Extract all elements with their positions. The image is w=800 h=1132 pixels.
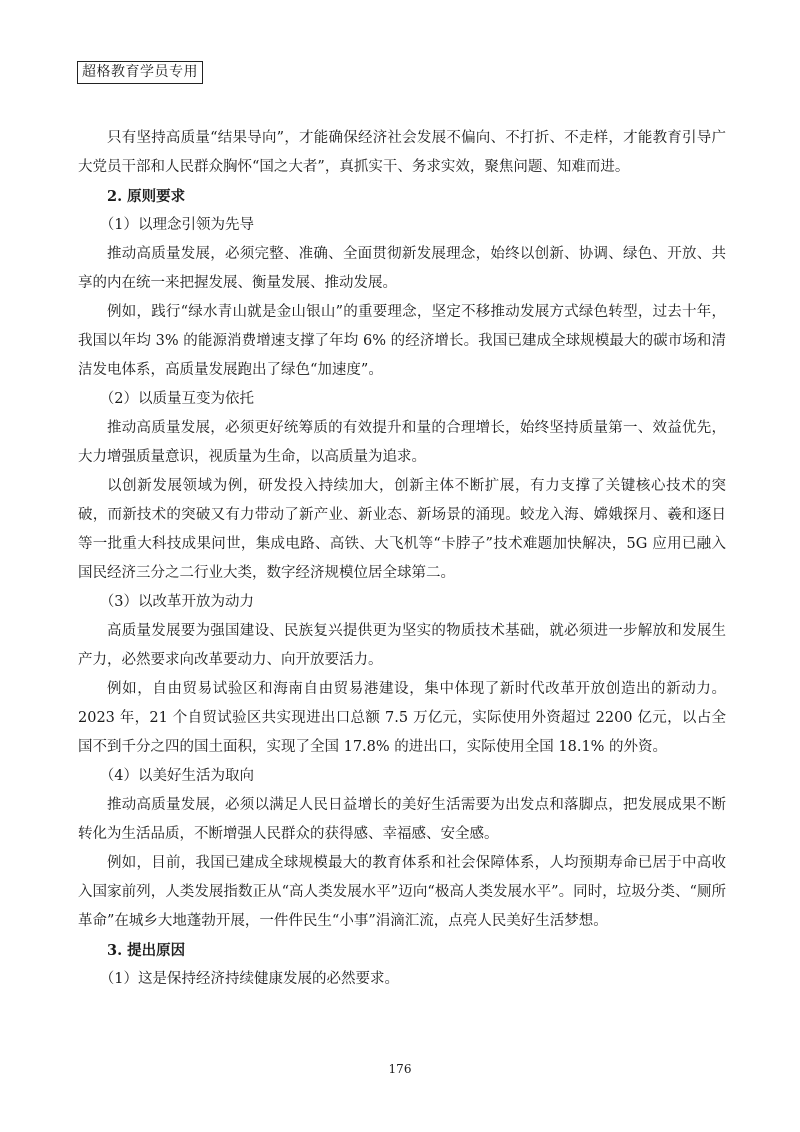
paragraph: 高质量发展要为强国建设、民族复兴提供更为坚实的物质技术基础，就必须进一步解放和发展生产力，必然要求向改革要动力、向开放要活力。 [78, 623, 726, 668]
paragraph: 只有坚持高质量“结果导向”，才能确保经济社会发展不偏向、不打折、不走样，才能教育引导广大党员干部和人民群众胸怀“国之大者”，真抓实干、务求实效，聚焦问题、知难而进。 [78, 130, 726, 175]
section-heading: 3. 提出原因 [107, 942, 186, 959]
subsection-heading: （2）以质量互变为依托 [99, 391, 254, 407]
paragraph: 例如，目前，我国已建成全球规模最大的教育体系和社会保障体系，人均预期寿命已居于中高收入国家前列，人类发展指数正从“高人类发展水平”迈向“极高人类发展水平”。同时，垃圾分类、“厕所革命”在城乡大地蓬勃开展，一件件民生“小事”涓滴汇流，点亮人民美好生活梦想。 [78, 855, 726, 929]
stamp-label: 超格教育学员专用 [77, 61, 203, 84]
paragraph: 例如，践行“绿水青山就是金山银山”的重要理念，坚定不移推动发展方式绿色转型，过去十年，我国以年均 3% 的能源消费增速支撑了年均 6% 的经济增长。我国已建成全球规模最大的碳市场和清洁发电体系，高质量发展跑出了绿色“加速度”。 [78, 304, 726, 378]
paragraph: 例如，自由贸易试验区和海南自由贸易港建设，集中体现了新时代改革开放创造出的新动力。2023 年，21 个自贸试验区共实现进出口总额 7.5 万亿元，实际使用外资超过 2200 亿元，以占全国不到千分之四的国土面积，实现了全国 17.8% 的进出口，实际使用全国 18.1% 的外资。 [78, 681, 726, 755]
paragraph: 推动高质量发展，必须更好统筹质的有效提升和量的合理增长，始终坚持质量第一、效益优先，大力增强质量意识，视质量为生命，以高质量为追求。 [78, 420, 726, 465]
subsection-heading: （3）以改革开放为动力 [99, 594, 254, 610]
subsection-heading: （4）以美好生活为取向 [99, 768, 254, 784]
section-heading: 2. 原则要求 [107, 188, 186, 205]
document-body [78, 124, 726, 994]
paragraph: 以创新发展领域为例，研发投入持续加大，创新主体不断扩展，有力支撑了关键核心技术的突破，而新技术的突破又有力带动了新产业、新业态、新场景的涌现。蛟龙入海、嫦娥探月、羲和逐日等一批重大科技成果问世，集成电路、高铁、大飞机等“卡脖子”技术难题加快解决，5G 应用已融入国民经济三分之二行业大类，数字经济规模位居全球第二。 [78, 478, 726, 581]
paragraph: 推动高质量发展，必须完整、准确、全面贯彻新发展理念，始终以创新、协调、绿色、开放、共享的内在统一来把握发展、衡量发展、推动发展。 [78, 246, 726, 291]
paragraph: 推动高质量发展，必须以满足人民日益增长的美好生活需要为出发点和落脚点，把发展成果不断转化为生活品质，不断增强人民群众的获得感、幸福感、安全感。 [78, 797, 726, 842]
subsection-heading: （1）这是保持经济持续健康发展的必然要求。 [99, 971, 399, 987]
subsection-heading: （1）以理念引领为先导 [99, 217, 254, 233]
page-number: 176 [388, 1062, 412, 1076]
